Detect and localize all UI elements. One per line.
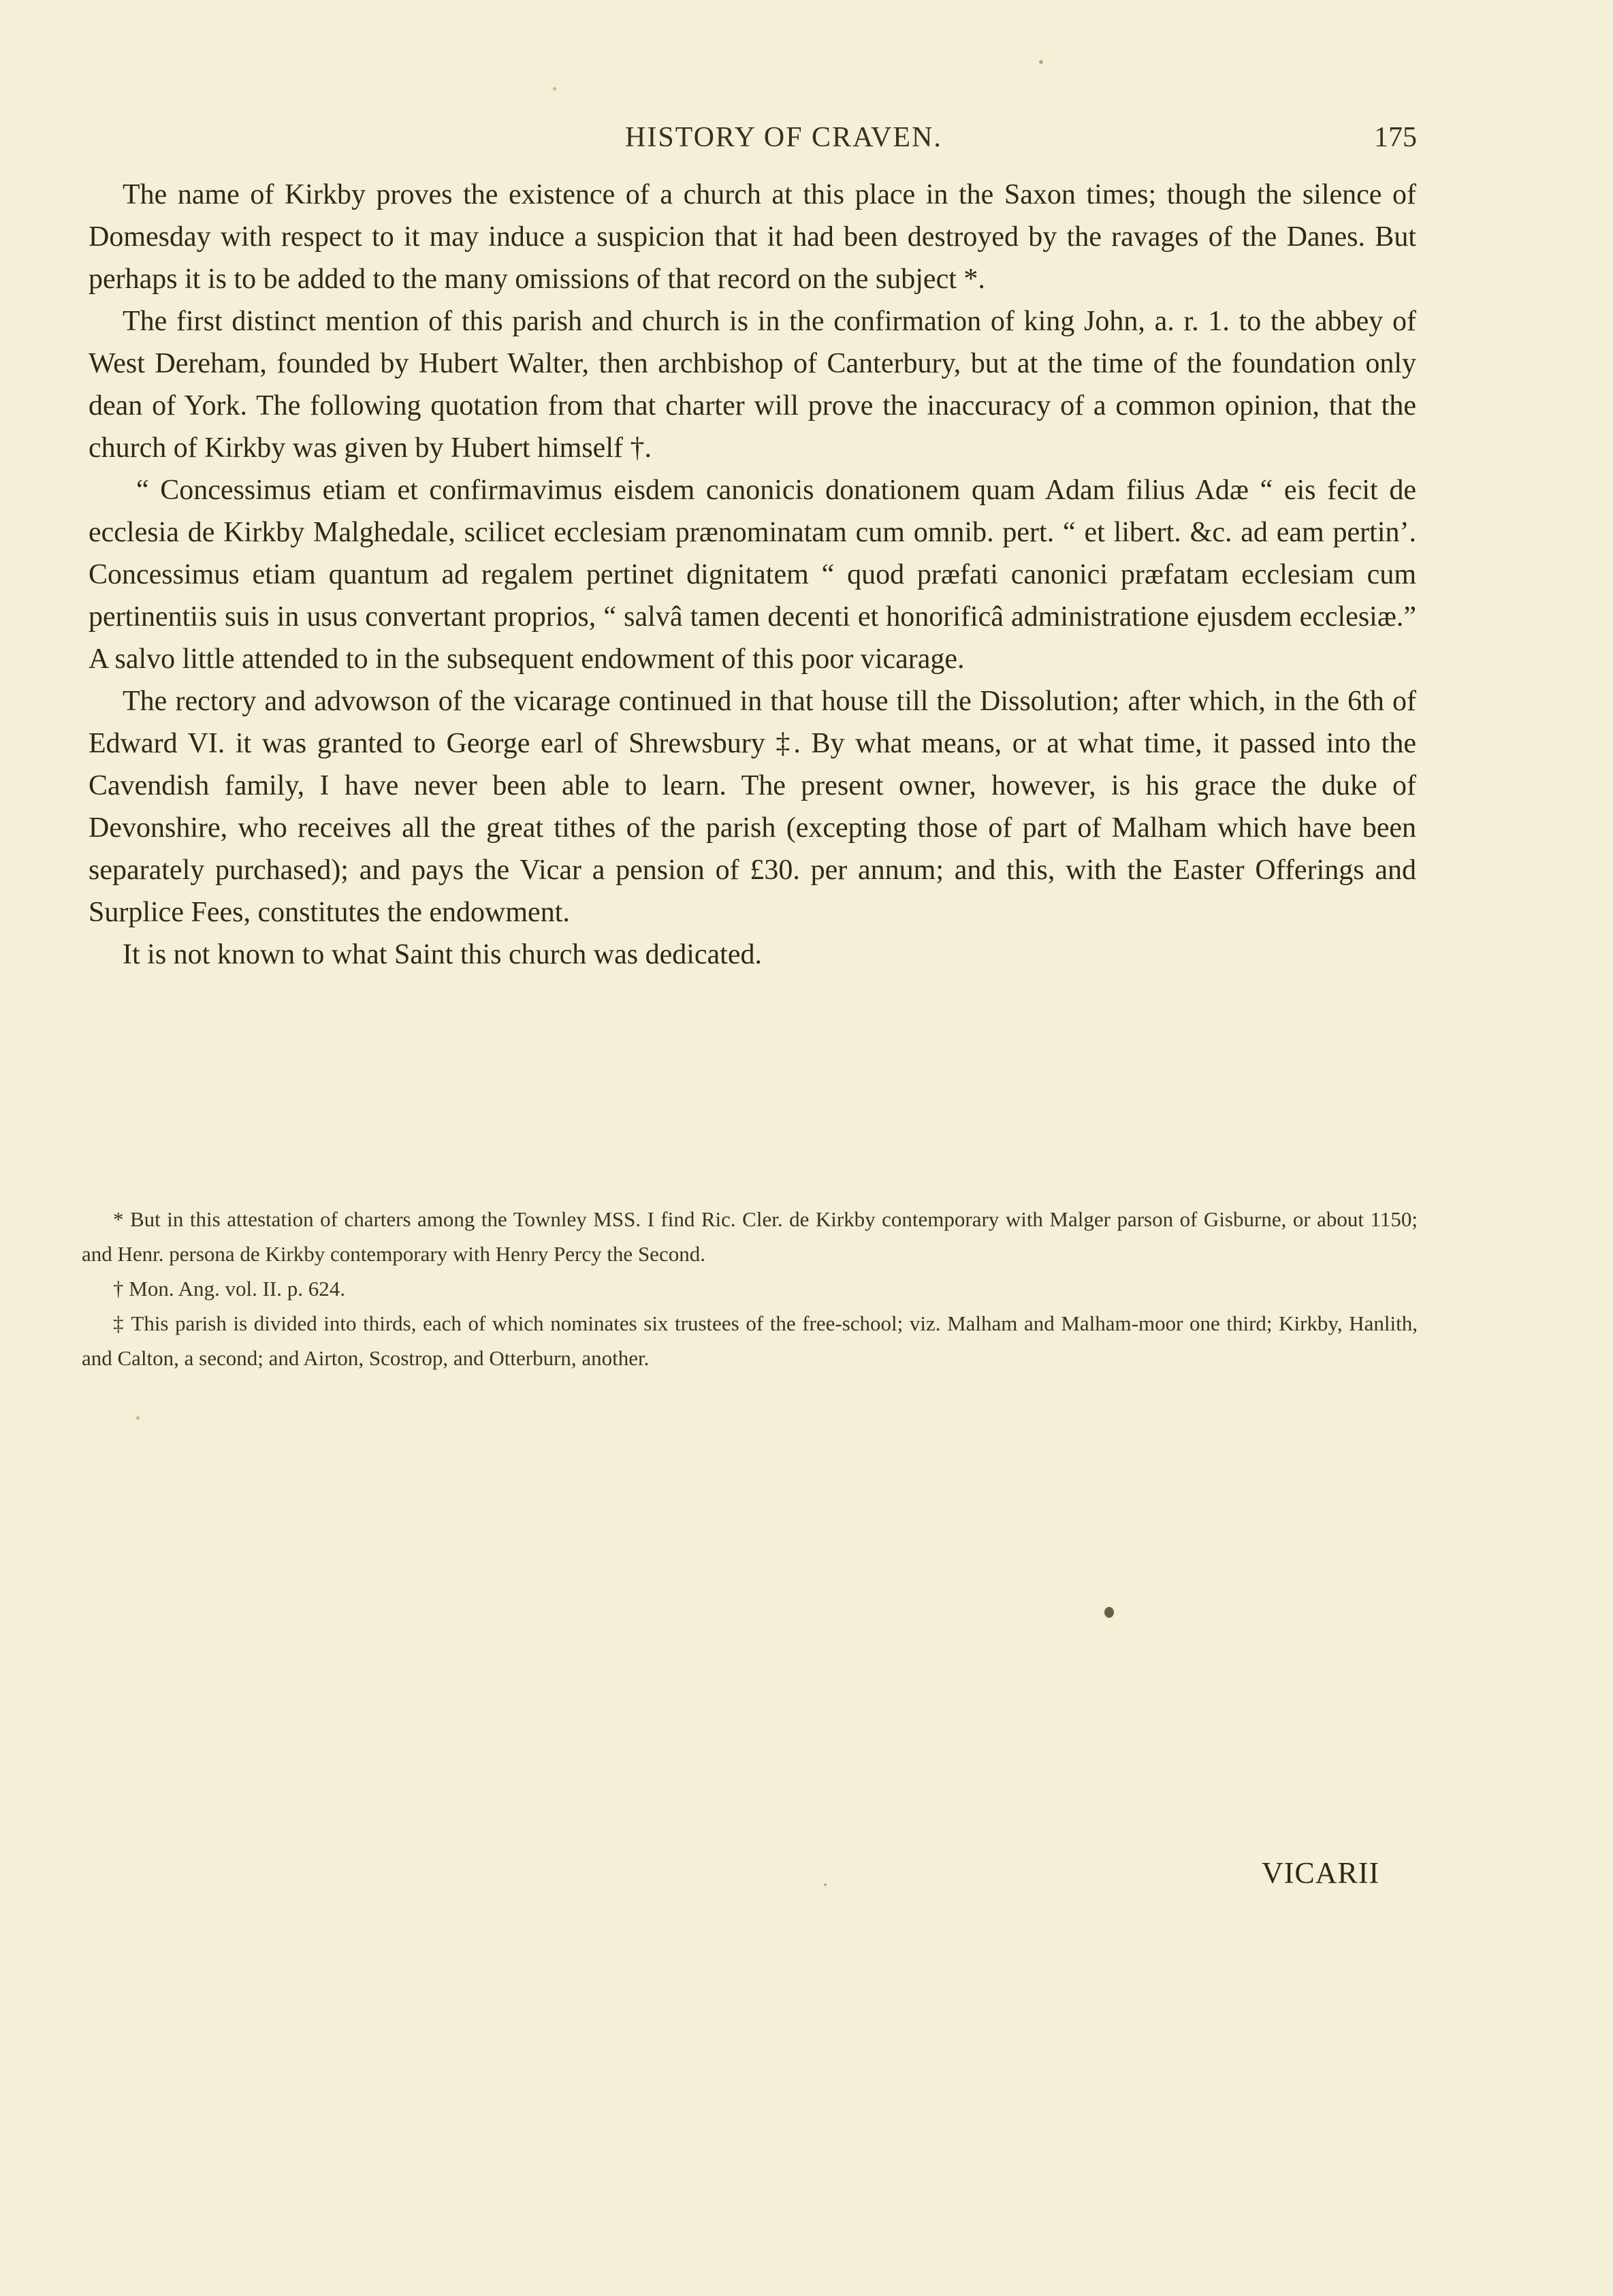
- paper-speck: [553, 87, 556, 91]
- footnote-asterisk: * But in this attestation of charters among the Townley MSS. I find Ric. Cler. de Kirkby contemporary with Malger parson of Gisburne, or about 1150; and Henr. persona de Kirkby contemporary with Henry Percy the Second.: [82, 1207, 1418, 1266]
- main-text: [89, 174, 1416, 976]
- running-head-title: HISTORY OF CRAVEN.: [625, 122, 942, 153]
- paper-speck: [1104, 1607, 1114, 1618]
- paragraph-dedication: It is not known to what Saint this church was dedicated.: [123, 939, 762, 970]
- paper-speck: [1039, 60, 1043, 64]
- page-number: 175: [1374, 122, 1417, 153]
- paper-speck: [136, 1416, 140, 1420]
- footnote-dagger: † Mon. Ang. vol. II. p. 624.: [113, 1277, 345, 1301]
- catchword: VICARII: [1262, 1856, 1380, 1890]
- footnote-double-dagger: ‡ This parish is divided into thirds, each of which nominates six trustees of the free-school; viz. Malham and Malham-moor one third; Kirkby, Hanlith, and Calton, a second; and Airton, Scostrop, and Otterburn, another.: [82, 1311, 1418, 1370]
- paragraph-rectory-advowson: The rectory and advowson of the vicarage continued in that house till the Dissolution; after which, in the 6th of Edward VI. it was granted to George earl of Shrewsbury ‡. By what means, or at what time, it passed into the Cavendish family, I have never been able to learn. The present owner, however, is his grace the duke of Devonshire, who receives all the great tithes of the parish (excepting those of part of Malham which have been separately purchased); and pays the Vicar a pension of £30. per annum; and this, with the Easter Offerings and Surplice Fees, constitutes the endowment.: [89, 686, 1416, 928]
- paragraph-kirkby-name: The name of Kirkby proves the existence of a church at this place in the Saxon times; though the silence of Domesday with respect to it may induce a suspicion that it had been destroyed by the ravages of the Danes. But perhaps it is to be added to the many omissions of that record on the subject *.: [89, 179, 1416, 295]
- paper-speck: [824, 1883, 827, 1886]
- paragraph-first-mention: The first distinct mention of this parish and church is in the confirmation of king John, a. r. 1. to the abbey of West Dereham, founded by Hubert Walter, then archbishop of Canterbury, but at the time of the foundation only dean of York. The following quotation from that charter will prove the inaccuracy of a common opinion, that the church of Kirkby was given by Hubert himself †.: [89, 306, 1416, 464]
- running-head: [0, 121, 1613, 162]
- footnotes: [82, 1202, 1418, 1375]
- paragraph-charter-quote: “ Concessimus etiam et confirmavimus eisdem canonicis donationem quam Adam filius Adæ “ eis fecit de ecclesia de Kirkby Malghedale, scilicet ecclesiam prænominatam cum omnib. pert. “ et libert. &c. ad eam pertin’. Concessimus etiam quantum ad regalem pertinet dignitatem “ quod præfati canonici præfatam ecclesiam cum pertinentiis suis in usus convertant proprios, “ salvâ tamen decenti et honorificâ administratione ejusdem ecclesiæ.” A salvo little attended to in the subsequent endowment of this poor vicarage.: [89, 475, 1416, 675]
